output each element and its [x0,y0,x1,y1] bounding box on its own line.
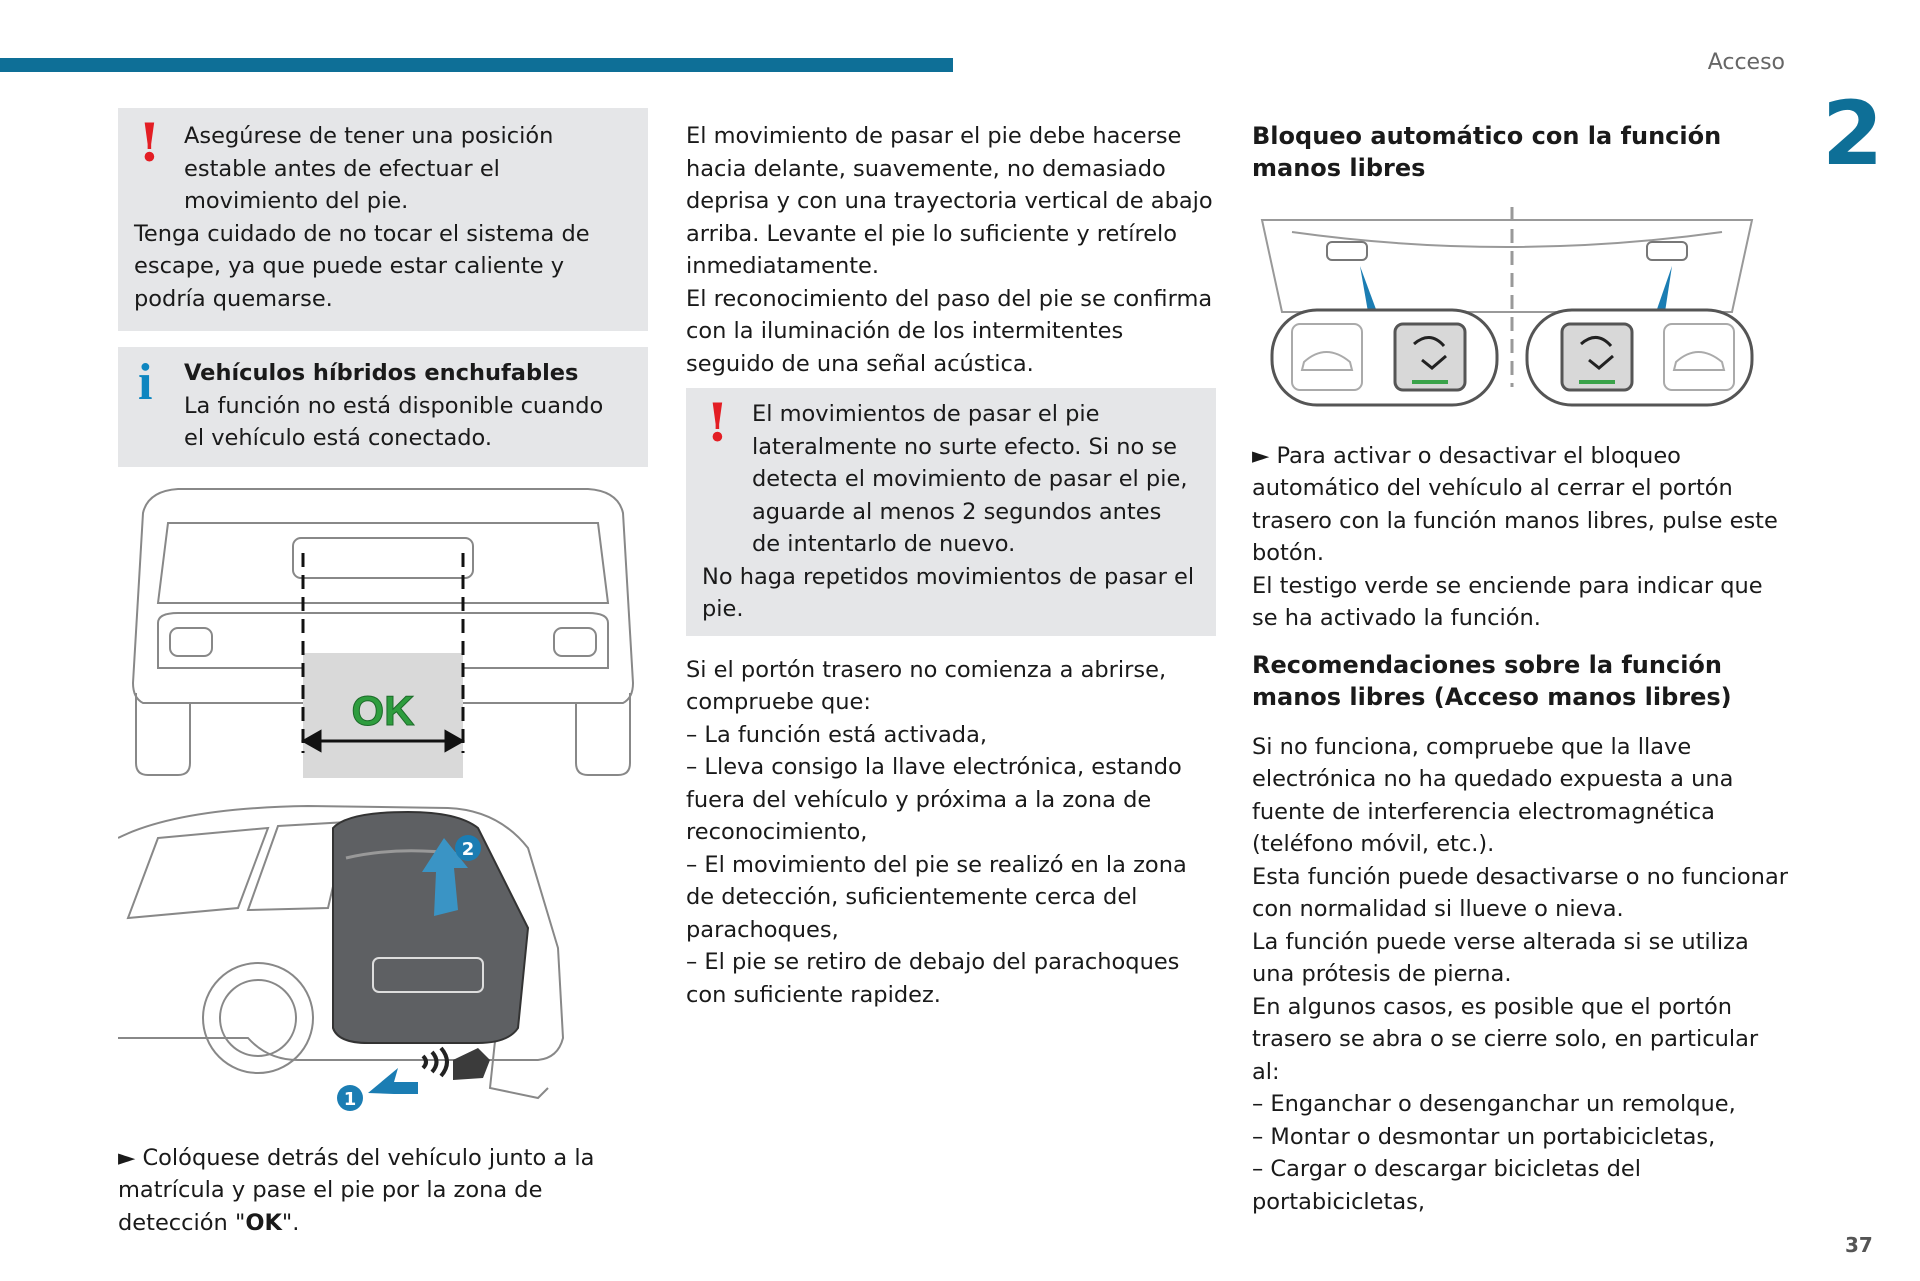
paragraph: Esta función puede desactivarse o no funcionar con normalidad si llueve o nieva. [1252,863,1788,922]
page-number: 37 [1845,1233,1873,1257]
figure-caption: ► Colóquese detrás del vehículo junto a la matrícula y pase el pie por la zona de detección "OK". [118,1144,595,1236]
list-item: – El movimiento del pie se realizó en la zona de detección, suficientemente cerca del parachoques, [686,851,1187,943]
warning-icon: ! [138,113,161,174]
tailgate-foot-gesture-illustration [118,798,648,1118]
list-item: – La función está activada, [686,721,988,748]
ok-zone-label: OK [351,686,415,734]
warning-box [118,108,648,331]
list-item: – Cargar o descargar bicicletas del portabicicletas, [1252,1156,1641,1215]
info-text: La función no está disponible cuando el vehículo está conectado. [184,392,604,451]
list-item: – Montar o desmontar un portabicicletas, [1252,1123,1716,1150]
callout-1: 1 [343,1089,357,1110]
paragraph: El reconocimiento del paso del pie se confirma con la iluminación de los intermitentes seguido de una señal acústica. [686,285,1213,377]
info-box [118,347,648,467]
info-title: Vehículos híbridos enchufables [184,360,579,386]
warning-text: El movimientos de pasar el pie lateralmente no surte efecto. Si no se detecta el movimiento de pasar el pie, aguarde al menos 2 segundos antes de intentarlo de nuevo. [752,401,1188,557]
list-item: – El pie se retiro de debajo del parachoques con suficiente rapidez. [686,949,1180,1008]
column-left [118,108,648,1239]
info-icon: i [138,354,153,411]
column-middle [686,120,1216,1011]
warning-text: Tenga cuidado de no tocar el sistema de escape, ya que puede estar caliente y podría quemarse. [134,220,590,312]
rear-bumper-detection-illustration [118,483,648,783]
section-heading: Recomendaciones sobre la función manos libres (Acceso manos libres) [1252,650,1732,711]
chapter-number: 2 [1822,82,1884,185]
section-title: Acceso [1707,50,1785,75]
paragraph: Si el portón trasero no comienza a abrirse, compruebe que: [686,656,1167,715]
header-accent-bar [0,58,953,72]
section-heading: Bloqueo automático con la función manos libres [1252,122,1722,182]
paragraph: En algunos casos, es posible que el portón trasero se abra o se cierre solo, en particular al: [1252,993,1759,1085]
paragraph: ► Para activar o desactivar el bloqueo automático del vehículo al cerrar el portón trasero con la función manos libres, pulse este botón. [1252,442,1778,566]
column-right [1252,120,1792,1218]
paragraph: El movimiento de pasar el pie debe hacerse hacia delante, suavemente, no demasiado deprisa y con una trayectoria vertical de abajo arriba. Levante el pie lo suficiente y retírelo inmediatamente. [686,123,1213,279]
warning-text: Asegúrese de tener una posición estable antes de efectuar el movimiento del pie. [184,123,554,214]
list-item: – Lleva consigo la llave electrónica, estando fuera del vehículo y próxima a la zona de reconocimiento, [686,754,1182,845]
paragraph: Si no funciona, compruebe que la llave electrónica no ha quedado expuesta a una fuente de interferencia electromagnética (teléfono móvil, etc.). [1252,733,1734,857]
list-item: – Enganchar o desenganchar un remolque, [1252,1091,1736,1117]
paragraph: La función puede verse alterada si se utiliza una prótesis de pierna. [1252,928,1749,987]
callout-2: 2 [461,839,475,860]
warning-box [686,388,1216,636]
warning-icon: ! [706,393,729,454]
warning-text: No haga repetidos movimientos de pasar el pie. [702,563,1195,622]
paragraph: El testigo verde se enciende para indicar que se ha activado la función. [1252,572,1763,631]
tailgate-button-illustration [1252,202,1772,422]
